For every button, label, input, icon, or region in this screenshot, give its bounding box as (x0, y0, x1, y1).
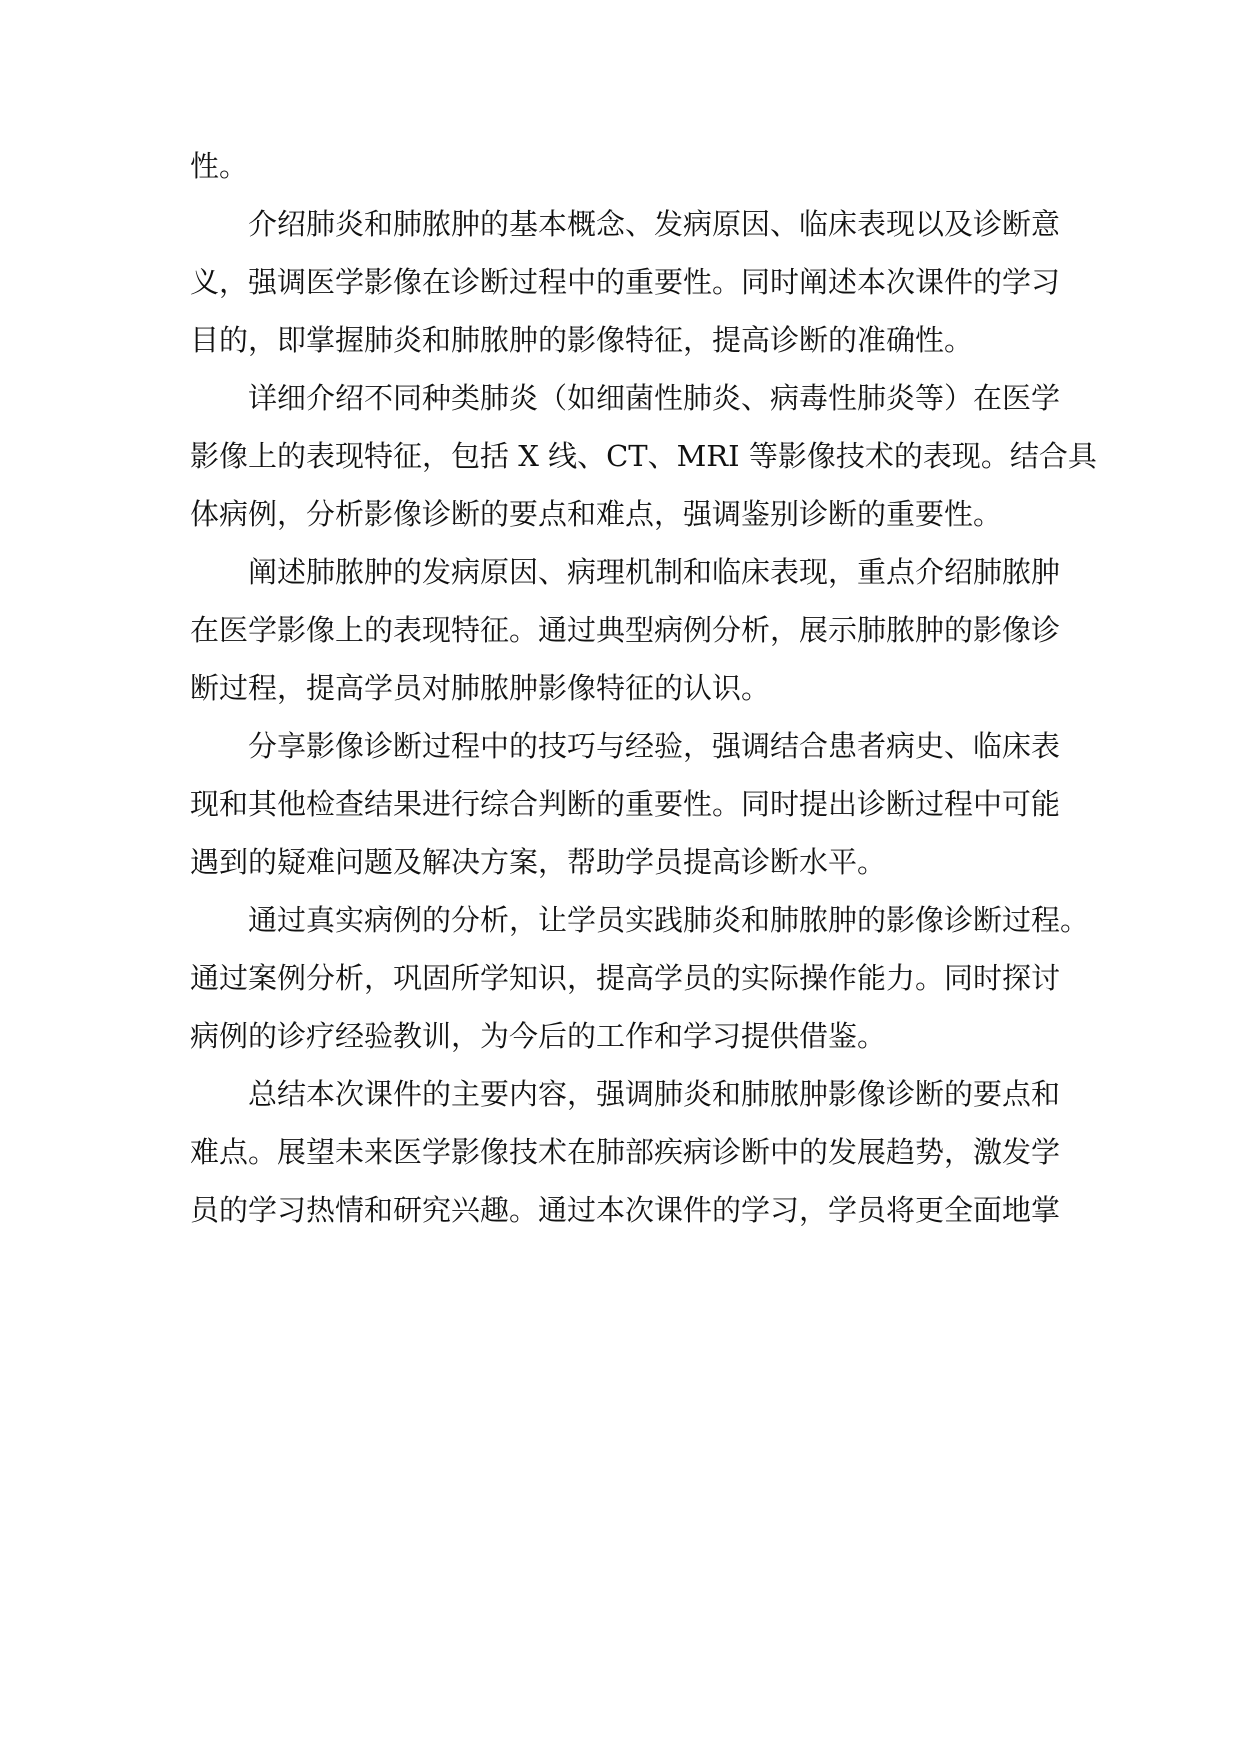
text-line-13: 遇到的疑难问题及解决方案，帮助学员提高诊断水平。 (190, 845, 887, 879)
text-line-12: 现和其他检查结果进行综合判断的重要性。同时提出诊断过程中可能 (190, 787, 1061, 821)
text-line-17: 总结本次课件的主要内容，强调肺炎和肺脓肿影像诊断的要点和 (248, 1077, 1061, 1111)
text-line-6: 影像上的表现特征，包括 X 线、CT、MRI 等影像技术的表现。结合具 (190, 439, 1097, 473)
text-line-18: 难点。展望未来医学影像技术在肺部疾病诊断中的发展趋势，激发学 (190, 1135, 1061, 1169)
text-line-1: 性。 (190, 149, 249, 183)
text-line-9: 在医学影像上的表现特征。通过典型病例分析，展示肺脓肿的影像诊 (190, 613, 1061, 647)
text-line-4: 目的，即掌握肺炎和肺脓肿的影像特征，提高诊断的准确性。 (190, 323, 974, 357)
text-line-5: 详细介绍不同种类肺炎（如细菌性肺炎、病毒性肺炎等）在医学 (248, 381, 1061, 415)
text-line-19: 员的学习热情和研究兴趣。通过本次课件的学习，学员将更全面地掌 (190, 1193, 1061, 1227)
text-line-7: 体病例，分析影像诊断的要点和难点，强调鉴别诊断的重要性。 (190, 497, 1003, 531)
text-line-14: 通过真实病例的分析，让学员实践肺炎和肺脓肿的影像诊断过程。 (248, 903, 1090, 937)
text-line-16: 病例的诊疗经验教训，为今后的工作和学习提供借鉴。 (190, 1019, 887, 1053)
text-line-3: 义，强调医学影像在诊断过程中的重要性。同时阐述本次课件的学习 (190, 265, 1061, 299)
text-line-11: 分享影像诊断过程中的技巧与经验，强调结合患者病史、临床表 (248, 729, 1061, 763)
text-line-2: 介绍肺炎和肺脓肿的基本概念、发病原因、临床表现以及诊断意 (248, 207, 1061, 241)
document-body (190, 137, 1097, 1239)
text-line-15: 通过案例分析，巩固所学知识，提高学员的实际操作能力。同时探讨 (190, 961, 1061, 995)
text-line-10: 断过程，提高学员对肺脓肿影像特征的认识。 (190, 671, 771, 705)
text-line-8: 阐述肺脓肿的发病原因、病理机制和临床表现，重点介绍肺脓肿 (248, 555, 1061, 589)
